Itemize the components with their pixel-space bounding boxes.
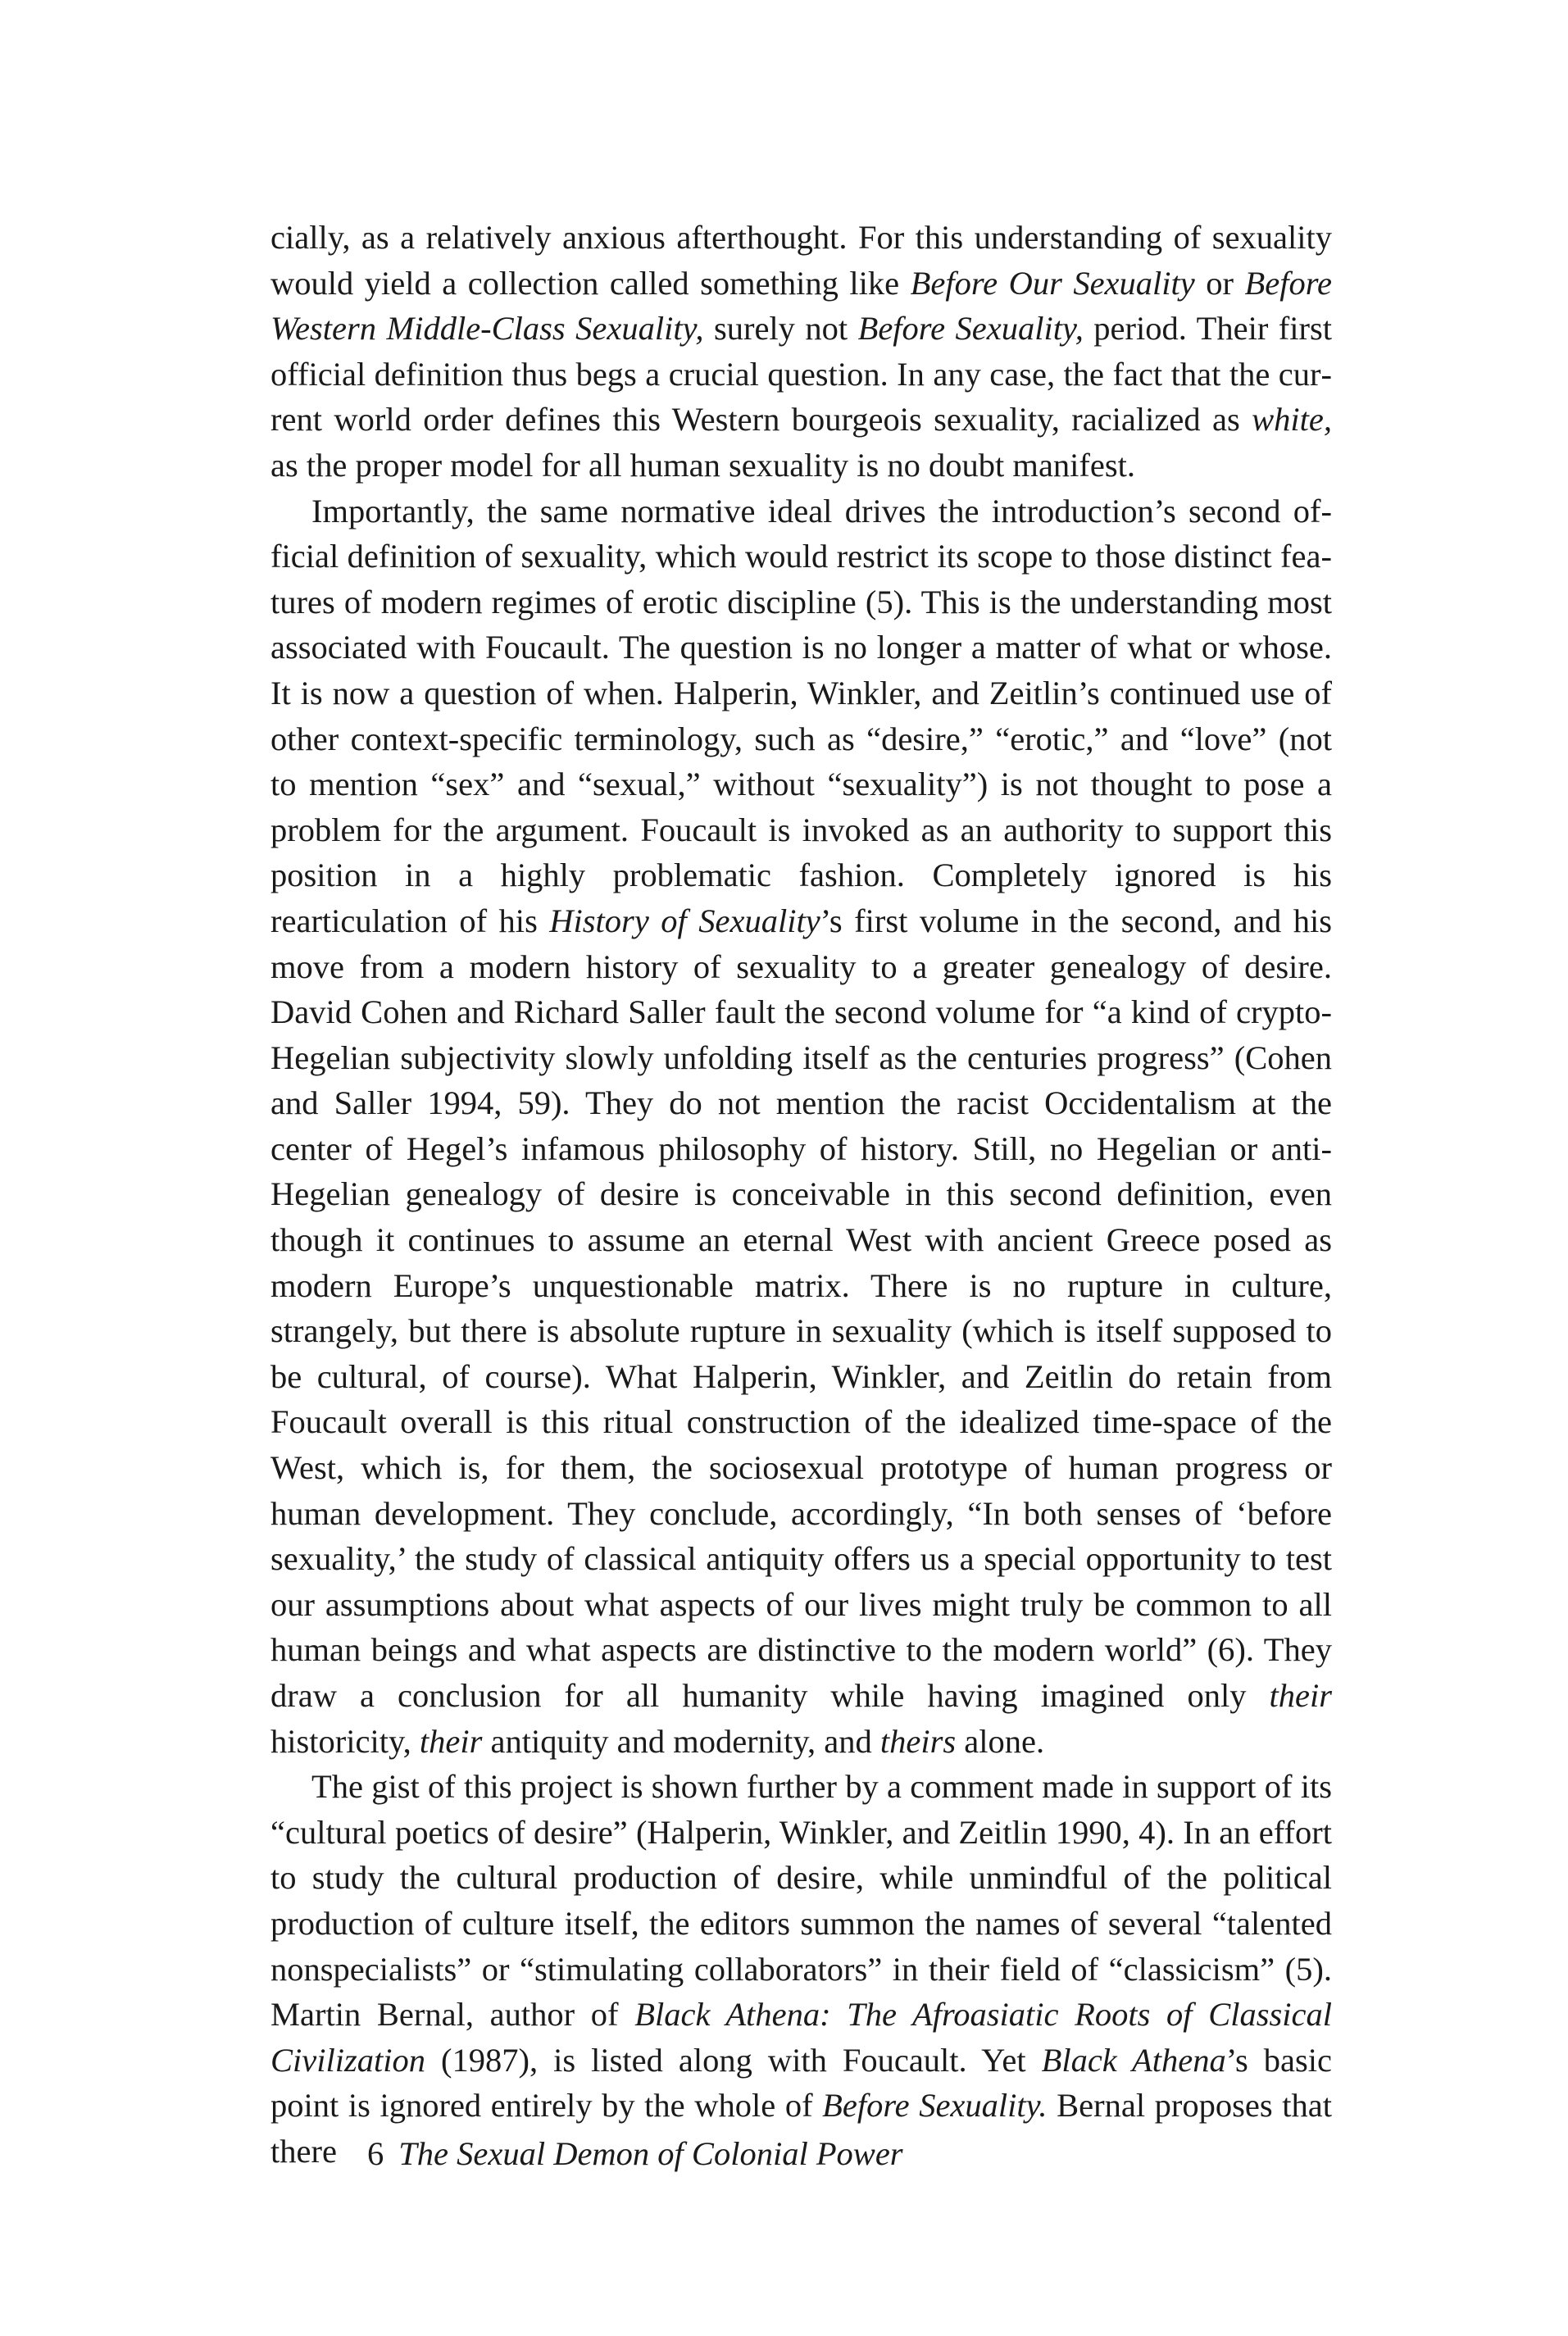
italic-emphasis: their [1269,1677,1332,1714]
italic-emphasis: white, [1252,401,1332,439]
italic-title: Before Our Sexuality [910,264,1195,302]
italic-title: Before Western Middle-Class Sexuality, [270,264,1332,348]
text-run: alone. [956,1722,1045,1760]
text-run: ’s basic point is ignored entirely by the whole of [270,2041,1332,2125]
italic-title: History of Sexuality [549,902,820,939]
italic-title: Black Athena [1041,2041,1226,2079]
paragraph-2 [270,489,1332,1765]
body-text [270,215,1332,2175]
page-footer [367,2134,903,2175]
text-run: historicity, [270,1722,420,1760]
italic-title: Before Sexuality. [822,2087,1048,2125]
paragraph-3 [270,1764,1332,2174]
text-run: Bernal proposes that there [270,2087,1332,2170]
italic-emphasis: theirs [879,1722,957,1760]
text-run: The gist of this project is shown further by a comment made in support of its “cultural poetics of desire” (Halperin, Winkler, and Zeitlin 1990, 4). In an effort to study the cultural production of desire, while unmindful of the political production of culture itself, the editors summon the names of several “talented nonspecialists” or “stimulating collaborators” in their field of “classicism” (5). Martin Bernal, author of [270,1768,1332,2034]
text-run: or [1194,264,1245,302]
running-title: The Sexual Demon of Colonial Power [398,2135,903,2172]
page-number: 6 [367,2135,384,2172]
text-run: surely not [703,310,858,348]
text-run: ’s first volume in the second, and his move from a modern history of sexuality to a greater genealogy of desire. David Cohen and Richard Saller fault the second volume for “a kind of crypto-Hegelian subjectivity slowly unfolding itself as the centuries progress” (Cohen and Saller 1994, 59). They do not mention the racist Occidentalism at the center of Hegel’s infamous philosophy of history. Still, no Hegelian or anti-Hegelian genealogy of desire is conceivable in this second definition, even though it continues to assume an eternal West with ancient Greece posed as modern Europe’s unquestionable matrix. There is no rupture in culture, strangely, but there is absolute rupture in sexuality (which is itself supposed to be cultural, of course). What Halperin, Winkler, and Zeitlin do retain from Foucault overall is this ritual construction of the idealized time-space of the West, which is, for them, the sociosexual prototype of human progress or human development. They conclude, accordingly, “In both senses of ‘before sexuality,’ the study of classical antiquity offers us a special opportunity to test our assumptions about what aspects of our lives might truly be common to all human beings and what aspects are distinctive to the modern world” (6). They draw a conclusion for all humanity while having imagined only [270,902,1332,1714]
text-run: antiquity and modernity, and [482,1722,880,1760]
text-run: Importantly, the same normative ideal drives the introduction’s second official definition of sexuality, which would restrict its scope to those distinct features of modern regimes of erotic discipline (5). This is the understanding most associated with Foucault. The question is no longer a matter of what or whose. It is now a question of when. Halperin, Winkler, and Zeitlin’s continued use of other context-specific terminology, such as “desire,” “erotic,” and “love” (not to mention “sex” and “sexual,” without “sexuality”) is not thought to pose a problem for the argument. Foucault is invoked as an authority to support this position in a highly problematic fashion. Completely ignored is his rearticulation of his [270,492,1332,939]
text-run: cially, as a relatively anxious afterthought. For this understanding of sexuality would yield a collection called something like [270,219,1332,302]
italic-title: Black Athena: The Afroasiatic Roots of Classical Civilization [270,1996,1333,2079]
text-run: as the proper model for all human sexuality is no doubt manifest. [270,446,1136,484]
italic-emphasis: their [419,1722,483,1760]
paragraph-1 [270,215,1332,489]
text-run: (1987), is listed along with Foucault. Yet [425,2041,1042,2079]
text-run: period. Their first official definition thus begs a crucial question. In any case, the fact that the current world order defines this Western bourgeois sexuality, racialized as [270,310,1332,439]
italic-title: Before Sexuality, [857,310,1084,348]
